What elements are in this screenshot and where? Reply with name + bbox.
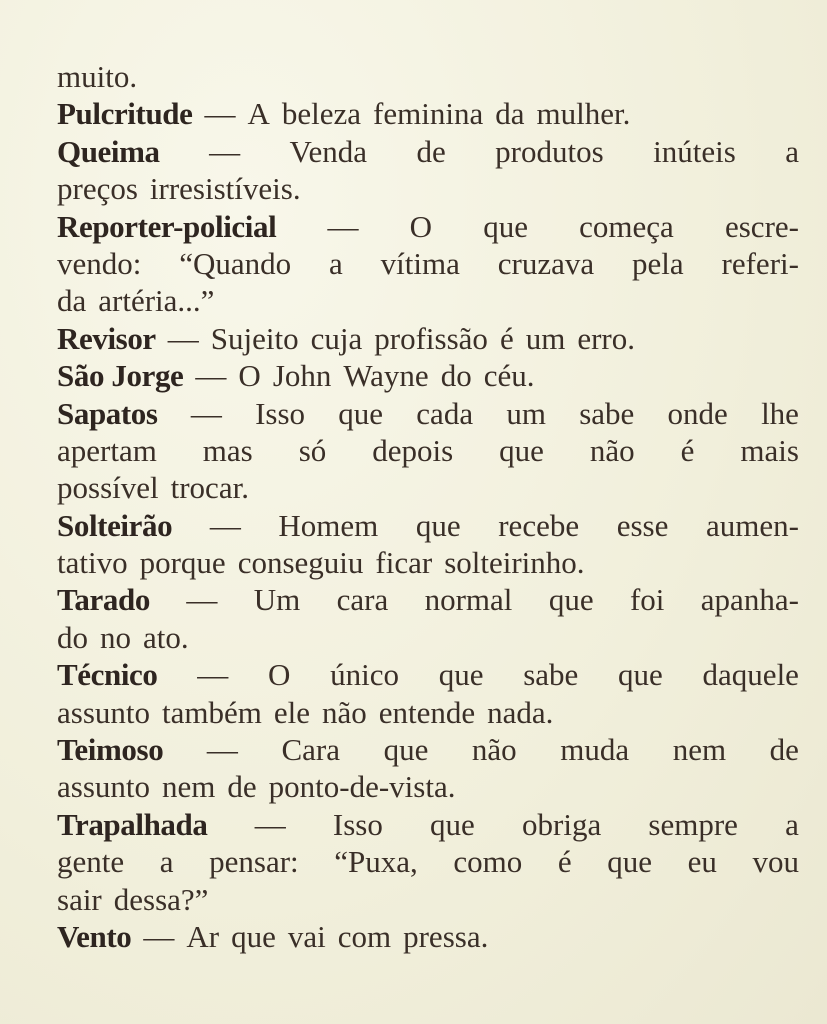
word: do	[57, 619, 88, 655]
word: sabe	[523, 657, 579, 693]
entry-term: Técnico	[57, 657, 158, 693]
word: que	[231, 918, 276, 954]
glossary-text	[57, 58, 799, 955]
em-dash: —	[206, 732, 238, 768]
entry-term: Reporter-policial	[57, 208, 277, 244]
word: trocar.	[170, 470, 249, 506]
word: normal	[424, 582, 513, 618]
entry-line	[57, 731, 799, 768]
continuation-line	[57, 469, 799, 506]
word: esse	[616, 507, 669, 543]
word: referi-	[721, 245, 799, 281]
word: aumen-	[705, 507, 799, 543]
word: cada	[416, 395, 474, 431]
word: recebe	[498, 507, 580, 543]
word: Isso	[332, 806, 383, 842]
word: que	[438, 657, 484, 693]
word: mais	[740, 432, 799, 468]
word: assunto	[57, 694, 150, 730]
continuation-line	[57, 881, 799, 918]
word: vendo:	[57, 245, 142, 281]
entry-line	[57, 320, 799, 357]
entry-line	[57, 656, 799, 693]
entry-term: Sapatos	[57, 395, 158, 431]
word: é	[499, 320, 514, 356]
word: cruzava	[497, 245, 595, 281]
word: da	[57, 283, 87, 319]
word: Homem	[278, 507, 379, 543]
word: pensar:	[209, 844, 299, 880]
word: escre-	[724, 208, 799, 244]
word: não	[322, 694, 367, 730]
word: lhe	[761, 395, 799, 431]
word: vítima	[380, 245, 460, 281]
word: eu	[687, 844, 717, 880]
word: um	[525, 320, 566, 356]
word: O	[267, 657, 291, 693]
entry-line	[57, 133, 799, 170]
word: tativo	[57, 545, 128, 581]
word: produtos	[495, 133, 604, 169]
word: irresistíveis.	[149, 171, 301, 207]
entry-line	[57, 357, 799, 394]
word: é	[680, 432, 695, 468]
word: John	[272, 358, 332, 394]
word: muito.	[57, 59, 138, 94]
em-dash: —	[190, 395, 222, 431]
word: depois	[372, 432, 454, 468]
word: A	[247, 96, 270, 132]
em-dash: —	[204, 96, 236, 132]
word: de	[769, 732, 799, 768]
continuation-line	[57, 544, 799, 581]
word: a	[329, 245, 343, 281]
word: Um	[253, 582, 301, 618]
word: que	[338, 395, 384, 431]
continuation-line	[57, 245, 799, 282]
entry-line	[57, 208, 799, 245]
word: de	[227, 769, 257, 805]
word: que	[483, 208, 528, 244]
entry-line	[57, 918, 799, 955]
continuation-line	[57, 768, 799, 805]
em-dash: —	[254, 806, 286, 842]
word: conseguiu	[237, 545, 364, 581]
word: pressa.	[403, 918, 489, 954]
word: cara	[336, 582, 389, 618]
word: cuja	[310, 320, 363, 356]
entry-term: Teimoso	[57, 732, 164, 768]
word: nem	[162, 769, 216, 805]
word: único	[330, 657, 399, 693]
word: com	[337, 918, 392, 954]
em-dash: —	[143, 918, 175, 954]
word: mas	[202, 432, 253, 468]
word: ele	[273, 694, 310, 730]
word: também	[162, 694, 262, 730]
continuation-line	[57, 58, 799, 95]
word: nada.	[487, 694, 554, 730]
word: que	[548, 582, 594, 618]
em-dash: —	[195, 358, 227, 394]
word: no	[100, 619, 131, 655]
word: que	[415, 507, 461, 543]
word: não	[471, 732, 517, 768]
word: Isso	[255, 395, 306, 431]
word: O	[409, 208, 433, 244]
word: gente	[57, 844, 125, 880]
word: de	[416, 133, 446, 169]
word: pela	[632, 245, 684, 281]
word: apanha-	[700, 582, 799, 618]
word: beleza	[281, 96, 362, 132]
word: a	[785, 133, 799, 169]
word: da	[495, 96, 525, 132]
entry-line	[57, 507, 799, 544]
word: inúteis	[653, 133, 736, 169]
entry-term: Tarado	[57, 582, 150, 618]
em-dash: —	[197, 657, 229, 693]
word: começa	[579, 208, 674, 244]
continuation-line	[57, 432, 799, 469]
word: ponto-de-vista.	[268, 769, 456, 805]
entry-line	[57, 95, 799, 132]
word: “Quando	[179, 245, 292, 281]
word: muda	[560, 732, 630, 768]
word: daquele	[702, 657, 799, 693]
word: foi	[629, 582, 665, 618]
word: onde	[667, 395, 728, 431]
word: apertam	[57, 432, 157, 468]
word: do	[440, 358, 472, 394]
word: que	[499, 432, 544, 468]
word: que	[607, 844, 653, 880]
entry-term: Trapalhada	[57, 806, 208, 842]
em-dash: —	[167, 320, 199, 356]
word: obriga	[522, 806, 602, 842]
entry-line	[57, 806, 799, 843]
word: porque	[139, 545, 226, 581]
em-dash: —	[327, 208, 359, 244]
word: artéria...”	[98, 283, 215, 319]
word: que	[618, 657, 663, 693]
em-dash: —	[186, 582, 218, 618]
word: Cara	[281, 732, 340, 768]
word: “Puxa,	[334, 844, 418, 880]
word: que	[383, 732, 429, 768]
entry-term: Solteirão	[57, 507, 173, 543]
word: preços	[57, 171, 138, 207]
entry-term: Revisor	[57, 320, 156, 356]
entry-term: Vento	[57, 918, 132, 954]
word: só	[298, 432, 327, 468]
word: Venda	[289, 133, 368, 169]
word: a	[159, 844, 174, 880]
word: solteirinho.	[444, 545, 585, 581]
word: profissão	[374, 320, 488, 356]
em-dash: —	[209, 133, 241, 169]
word: Wayne	[343, 358, 429, 394]
word: sabe	[579, 395, 635, 431]
word: entende	[378, 694, 476, 730]
word: não	[589, 432, 635, 468]
word: mulher.	[536, 96, 631, 132]
entry-term: Pulcritude	[57, 96, 193, 132]
word: ato.	[143, 619, 189, 655]
word: dessa?”	[113, 881, 209, 917]
word: um	[506, 395, 546, 431]
word: nem	[672, 732, 727, 768]
word: a	[785, 806, 799, 842]
continuation-line	[57, 694, 799, 731]
word: ficar	[375, 545, 433, 581]
word: erro.	[577, 320, 635, 356]
word: Ar	[186, 918, 220, 954]
word: que	[430, 806, 475, 842]
word: possível	[57, 470, 159, 506]
word: céu.	[483, 358, 535, 394]
entry-term: São Jorge	[57, 358, 184, 394]
word: como	[453, 844, 523, 880]
entry-line	[57, 581, 799, 618]
entry-line	[57, 395, 799, 432]
continuation-line	[57, 843, 799, 880]
word: vou	[752, 844, 799, 880]
entry-term: Queima	[57, 133, 160, 169]
word: sempre	[648, 806, 738, 842]
word: sair	[57, 881, 102, 917]
word: assunto	[57, 769, 150, 805]
word: é	[557, 844, 572, 880]
word: Sujeito	[210, 320, 299, 356]
word: vai	[287, 918, 326, 954]
continuation-line	[57, 282, 799, 319]
continuation-line	[57, 619, 799, 656]
em-dash: —	[209, 507, 241, 543]
continuation-line	[57, 170, 799, 207]
word: feminina	[373, 96, 484, 132]
word: O	[238, 358, 261, 394]
